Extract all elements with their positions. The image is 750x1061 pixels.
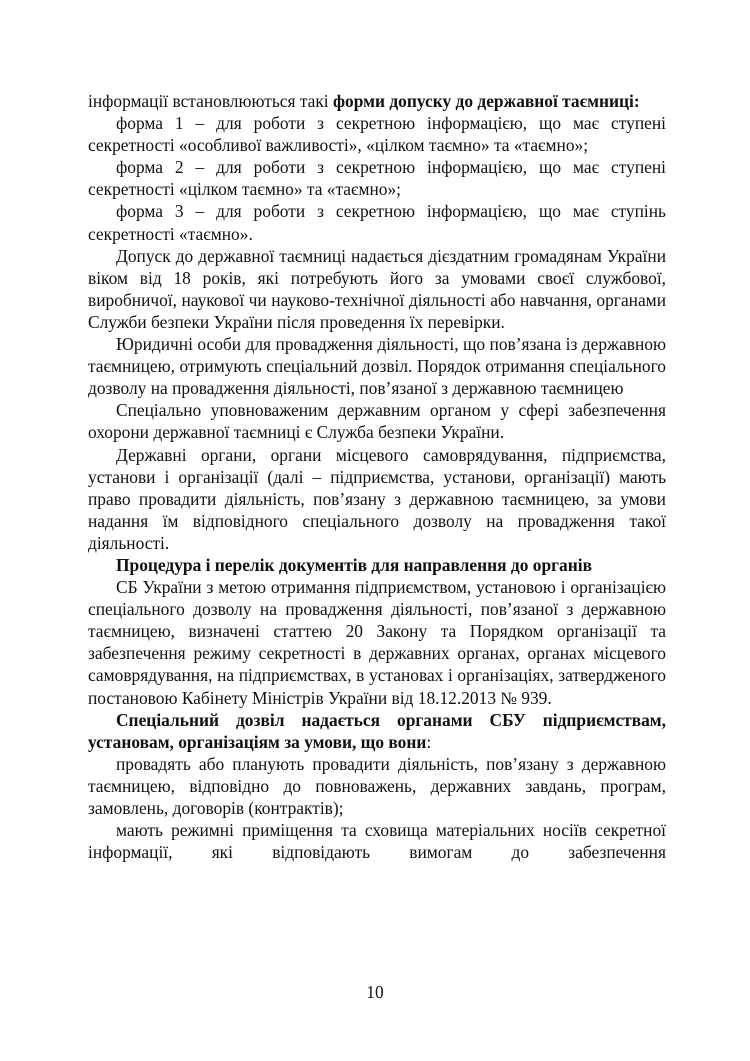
paragraph-condition-activity: провадять або планують провадити діяльність, пов’язану з державною таємницею, відповідно до повноважень, державних завдань, програм, замовлень, договорів (контрактів); [88, 753, 666, 818]
segment: інформації встановлюються такі [88, 91, 333, 111]
paragraph-permit-conditions [88, 709, 666, 753]
paragraph-state-bodies: Державні органи, органи місцевого самоврядування, підприємства, установи і організації (далі – підприємства, установи, організації) мають право провадити діяльність, пов’язану з державною таємницею, за умови надання їм відповідного спеціального дозволу на провадження такої діяльності. [88, 444, 666, 553]
document-body [88, 90, 666, 863]
paragraph-procedure-text: СБ України з метою отримання підприємством, установою і організацією спеціального дозволу на провадження діяльності, пов’язаної з державною таємницею, визначені статтею 20 Закону та Порядком організації та забезпечення режиму секретності в державних органах, органах місцевого самоврядування, на підприємствах, в установах і організаціях, затвердженого постановою Кабінету Міністрів України від 18.12.2013 № 939. [88, 577, 666, 708]
paragraph-legal-entities: Юридичні особи для провадження діяльності, що пов’язана із державною таємницею, отримують спеціальний дозвіл. Порядок отримання спеціального дозволу на провадження діяльності, пов’язаної з державною таємницею [88, 334, 666, 399]
paragraph-access-citizens: Допуск до державної таємниці надається дієздатним громадянам України віком від 18 років, які потребують його за умовами своєї службової, виробничої, наукової чи науково-технічної діяльності або навчання, органами Служби безпеки України після проведення їх перевірки. [88, 245, 666, 332]
paragraph-access-forms-intro [88, 90, 666, 112]
segment-bold: Спеціальний дозвіл надається органами СБУ підприємствам, установам, організаціям за умови, що вони [88, 709, 666, 752]
segment-bold: форми допуску до державної таємниці: [333, 91, 640, 111]
segment-bold: Процедура і перелік документів для направлення до органів [116, 554, 592, 575]
paragraph-form-2: форма 2 – для роботи з секретною інформацією, що має ступені секретності «цілком таємно» та «таємно»; [88, 157, 666, 200]
paragraph-condition-premises: мають режимні приміщення та сховища матеріальних носіїв секретної інформації, які відповідають вимогам до забезпечення [88, 820, 666, 863]
paragraph-form-1: форма 1 – для роботи з секретною інформацією, що має ступені секретності «особливої важливості», «цілком таємно» та «таємно»; [88, 113, 666, 156]
paragraph-form-3: форма 3 – для роботи з секретною інформацією, що має ступінь секретності «таємно». [88, 201, 666, 244]
paragraph-authorized-body: Спеціально уповноваженим державним органом у сфері забезпечення охорони державної таємниці є Служба безпеки України. [88, 400, 666, 443]
page-number: 10 [366, 982, 384, 1002]
paragraph-procedure-heading [88, 554, 666, 576]
segment: : [426, 731, 432, 752]
